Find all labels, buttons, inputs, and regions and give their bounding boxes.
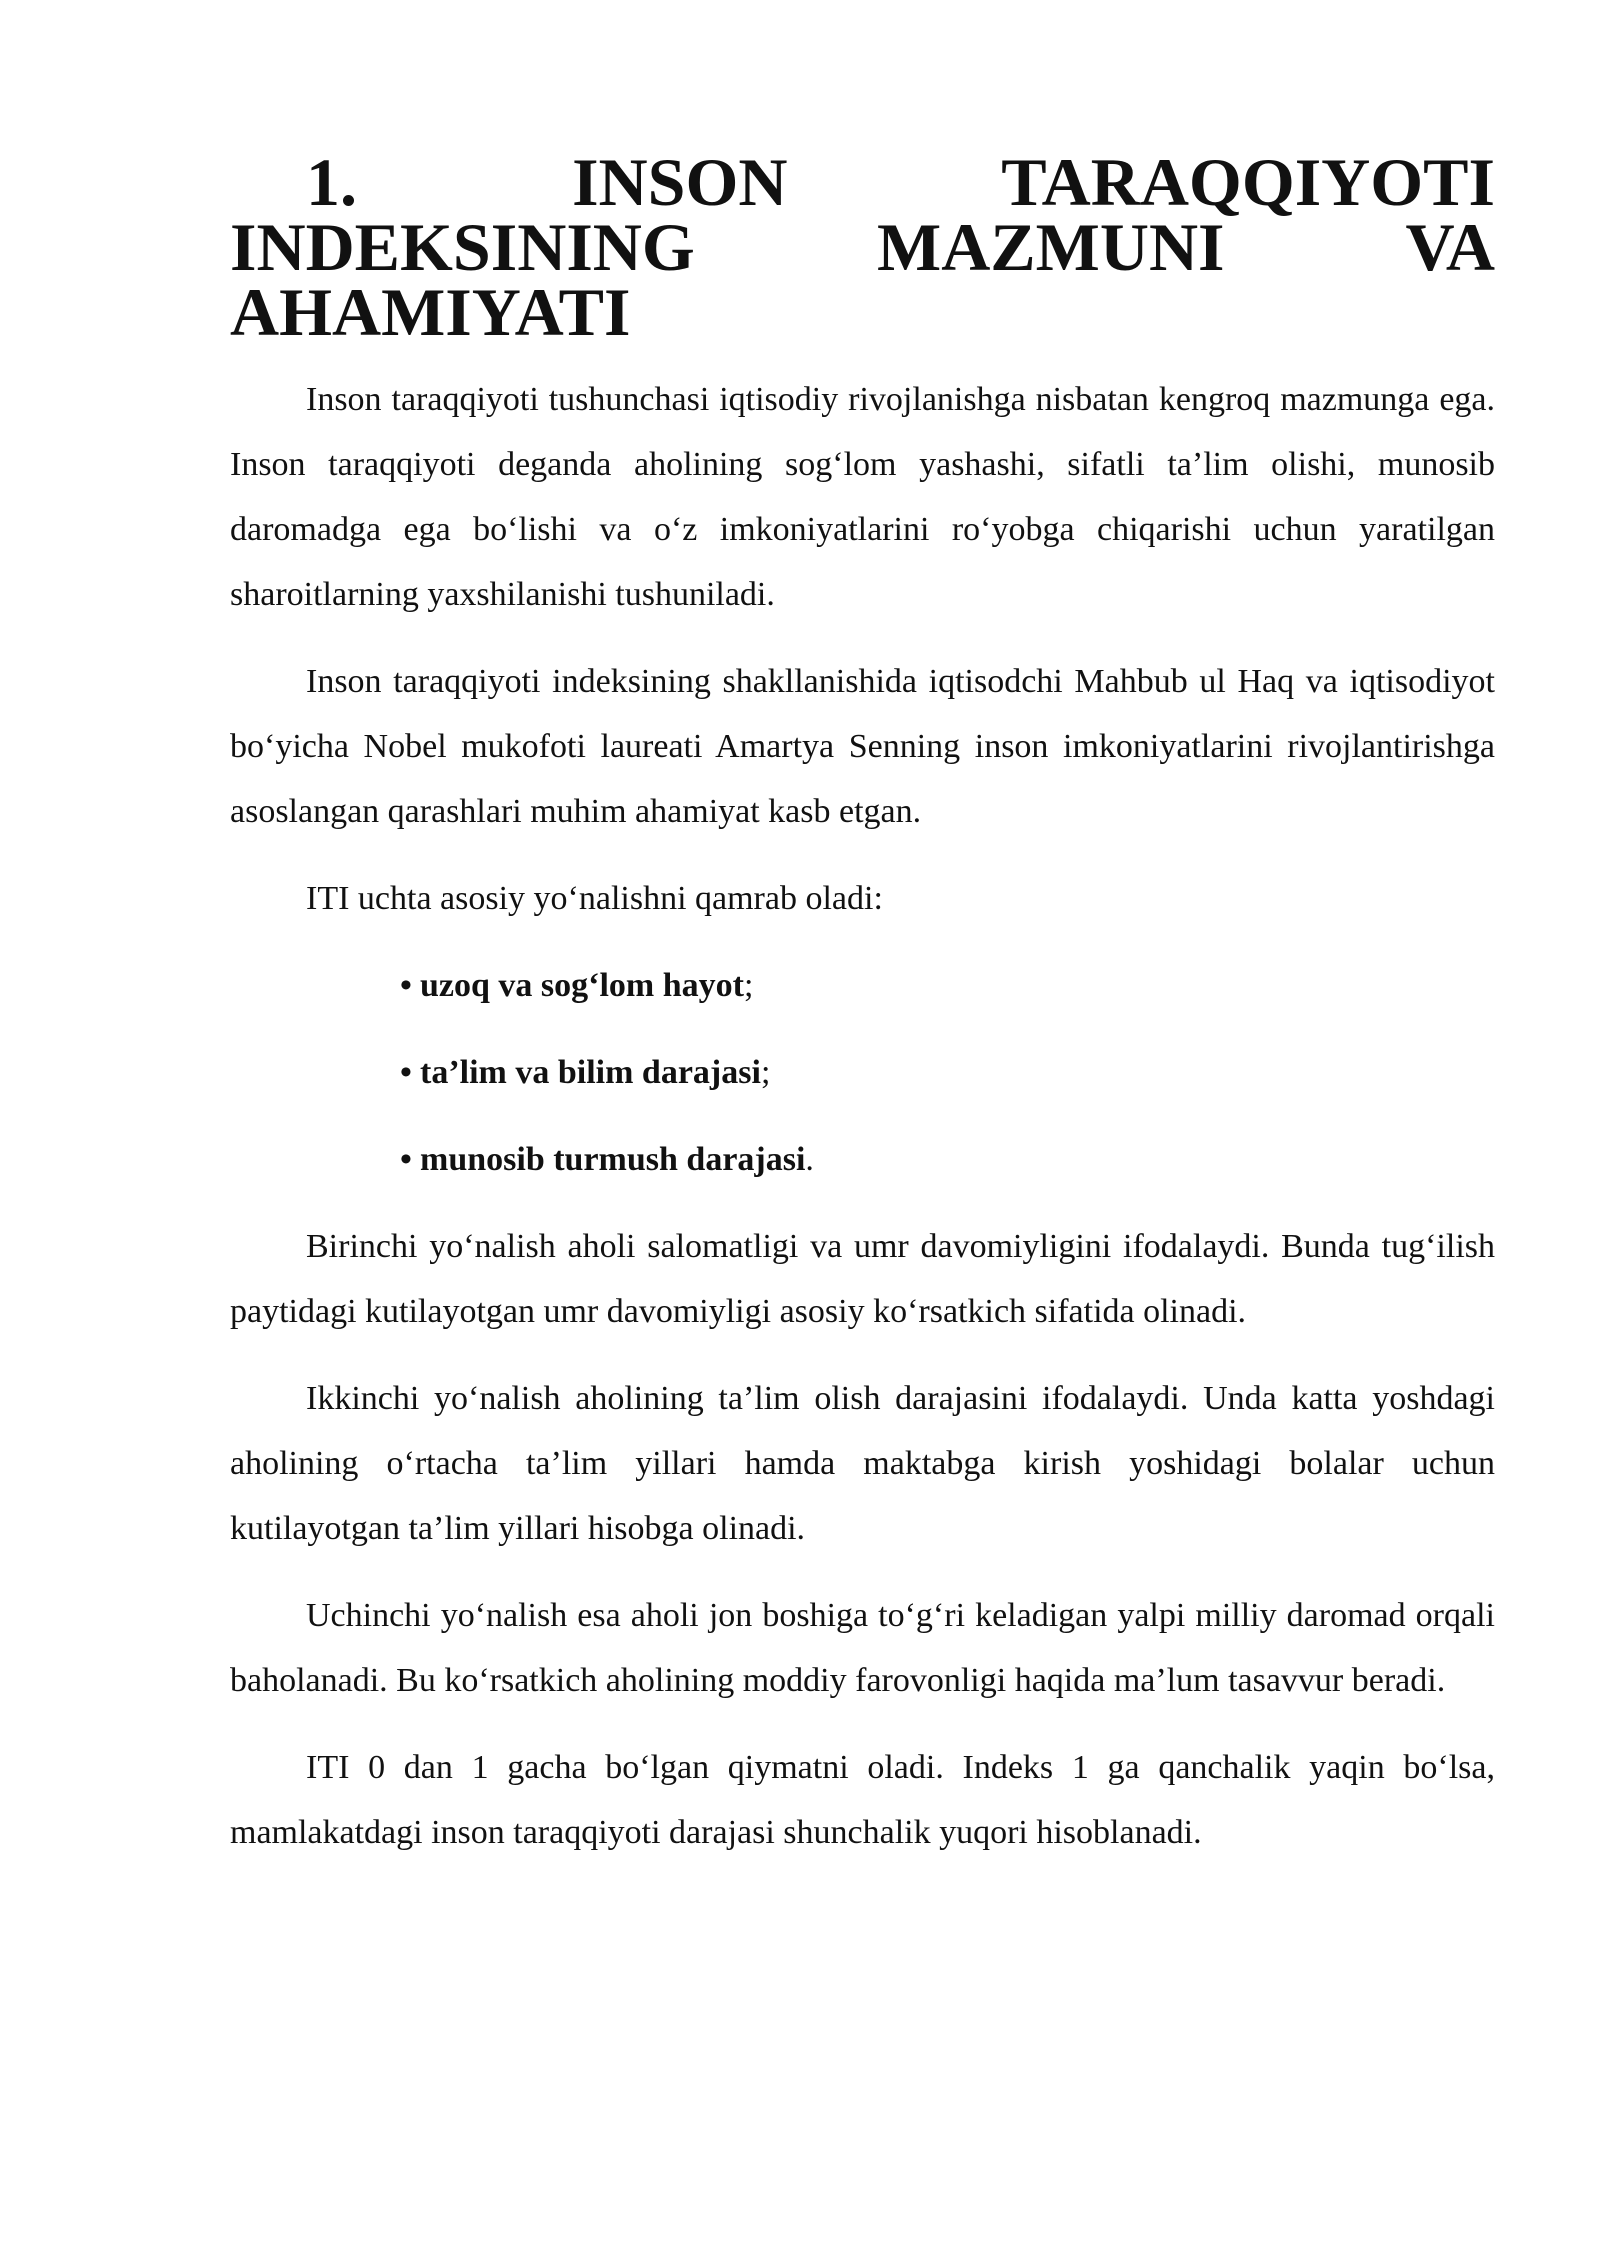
list-item-term: munosib turmush darajasi [420,1141,806,1178]
paragraph-first-dimension: Birinchi yo‘nalish aholi salomatligi va umr davomiyligini ifodalaydi. Bunda tug‘ilish paytidagi kutilayotgan umr davomiyligi asosiy ko‘rsatkich sifatida olinadi. [230,1228,1495,1330]
document-page [230,144,1495,1887]
list-item [230,1127,1495,1192]
list-item-punctuation: . [805,1141,814,1178]
list-item-punctuation: ; [760,1054,771,1091]
bullet-icon: • [400,1054,412,1091]
paragraph-third-dimension: Uchinchi yo‘nalish esa aholi jon boshiga to‘g‘ri keladigan yalpi milliy daromad orqali baholanadi. Bu ko‘rsatkich aholining moddiy farovonligi haqida ma’lum tasavvur beradi. [230,1597,1495,1699]
list-item-punctuation: ; [743,967,754,1004]
paragraph-second-dimension: Ikkinchi yo‘nalish aholining ta’lim olish darajasini ifodalaydi. Unda katta yoshdagi aholining o‘rtacha ta’lim yillari hamda maktabga kirish yoshidagi bolalar uchun kutilayotgan ta’lim yillari hisobga olinadi. [230,1380,1495,1547]
paragraph-intro: Inson taraqqiyoti tushunchasi iqtisodiy rivojlanishga nisbatan kengroq mazmunga ega. Inson taraqqiyoti deganda aholining sog‘lom yashashi, sifatli ta’lim olishi, munosib daromadga ega bo‘lishi va o‘z imkoniyatlarini ro‘yobga chiqarishi uchun yaratilgan sharoitlarning yaxshilanishi tushuniladi. [230,381,1495,613]
list-item-term: ta’lim va bilim darajasi [420,1054,761,1091]
list-item-term: uzoq va sog‘lom hayot [420,967,744,1004]
bullet-icon: • [400,1141,412,1178]
paragraph-index-range: ITI 0 dan 1 gacha bo‘lgan qiymatni oladi. Indeks 1 ga qanchalik yaqin bo‘lsa, mamlakatdagi inson taraqqiyoti darajasi shunchalik yuqori hisoblanadi. [230,1749,1495,1851]
bullet-icon: • [400,967,412,1004]
section-heading: 1. INSON TARAQQIYOTI INDEKSINING MAZMUNI VA AHAMIYATI [230,144,1495,350]
dimensions-list [230,953,1495,1192]
list-item [230,953,1495,1018]
paragraph-origins: Inson taraqqiyoti indeksining shakllanishida iqtisodchi Mahbub ul Haq va iqtisodiyot bo‘yicha Nobel mukofoti laureati Amartya Senning inson imkoniyatlarini rivojlantirishga asoslangan qarashlari muhim ahamiyat kasb etgan. [230,663,1495,830]
list-item [230,1040,1495,1105]
paragraph-dimensions-lead: ITI uchta asosiy yo‘nalishni qamrab oladi: [306,880,883,917]
